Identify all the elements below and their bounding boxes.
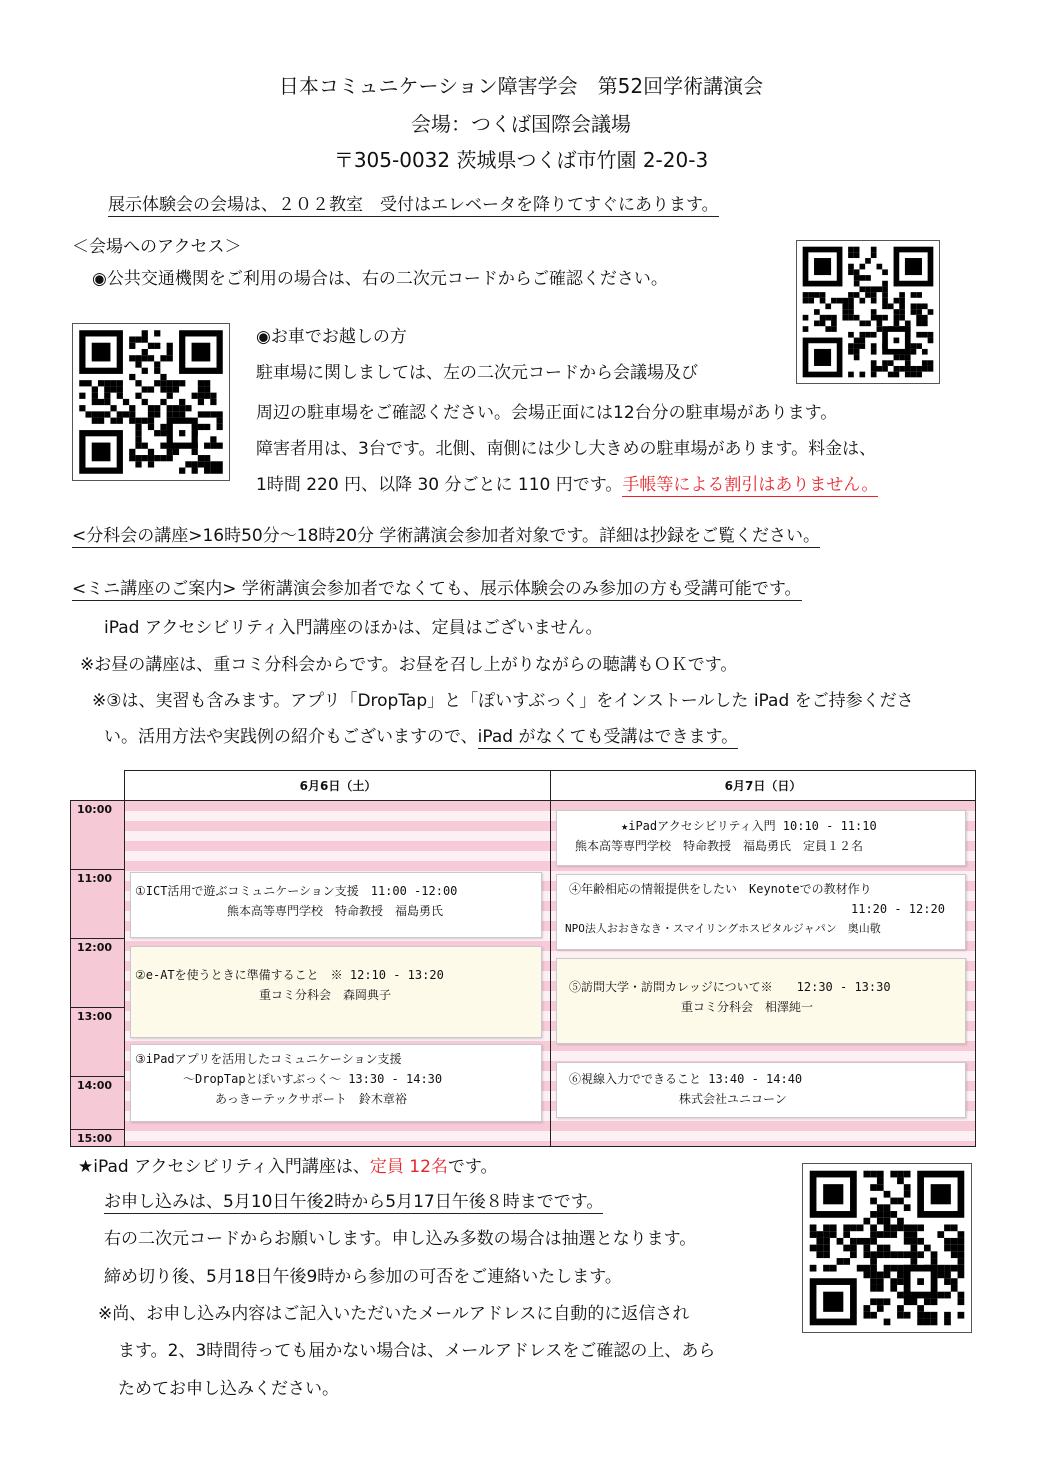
time-label: 11:00	[71, 869, 125, 885]
session-card-keynote	[556, 874, 966, 950]
application-note-2: 締め切り後、5月18日午後9時から参加の可否をご連絡いたします。	[104, 1267, 622, 1287]
session-card-ipad-app	[130, 1044, 542, 1122]
session-card-ict	[130, 872, 542, 938]
day2-header: 6月7日（日）	[550, 770, 976, 801]
event-title: 日本コミュニケーション障害学会 第52回学術講演会	[278, 74, 764, 98]
car-text-1: 駐車場に関しましては、左の二次元コードから会議場及び	[256, 363, 698, 383]
session-speaker: 熊本高等専門学校 特命教授 福島勇氏	[227, 904, 444, 918]
schedule-table	[70, 770, 976, 1145]
session-title: ②e-ATを使うときに準備すること ※ 12:10 - 13:20	[135, 968, 444, 982]
session-subtitle: ～DropTapとぽいすぶっく～ 13:30 - 14:30	[183, 1072, 443, 1086]
mini-session-heading: <ミニ講座のご案内> 学術講演会参加者でなくても、展示体験会のみ参加の方も受講可能です。	[72, 579, 802, 599]
time-column	[70, 800, 125, 1147]
capacity-note: 定員 12名	[369, 1157, 448, 1177]
mini-note-3: ※③は、実習も含みます。アプリ「DropTap」と「ぽいすぶっく」をインストールした iPad をご持参くださ	[92, 691, 914, 711]
session-title: ③iPadアプリを活用したコミュニケーション支援	[135, 1052, 402, 1066]
qr-code-parking-icon[interactable]	[72, 323, 230, 481]
exhibit-note: 展示体験会の会場は、２０２教室 受付はエレベータを降りてすぐにあります。	[108, 195, 719, 215]
car-heading: ◉お車でお越しの方	[256, 327, 407, 347]
mini-note-2: ※お昼の講座は、重コミ分科会からです。お昼を召し上がりながらの聴講もＯＫです。	[80, 655, 738, 675]
session-title: ★iPadアクセシビリティ入門 10:10 - 11:10	[621, 819, 877, 833]
application-period: お申し込みは、5月10日午後2時から5月17日午後８時までです。	[104, 1192, 604, 1212]
day1-header: 6月6日（土）	[124, 770, 552, 801]
mini-note-1: iPad アクセシビリティ入門講座のほかは、定員はございません。	[104, 618, 603, 638]
session-card-accessibility	[556, 810, 966, 866]
session-speaker: 重コミ分科会 相澤純一	[681, 1000, 814, 1014]
application-note-1: 右の二次元コードからお願いします。申し込み多数の場合は抽選となります。	[104, 1229, 697, 1249]
application-note-3: ※尚、お申し込み内容はご記入いただいたメールアドレスに自動的に返信され	[98, 1304, 690, 1324]
address: 〒305-0032 茨城県つくば市竹園 2-20-3	[333, 148, 709, 172]
venue: 会場：つくば国際会議場	[411, 112, 631, 136]
time-label: 15:00	[71, 1129, 125, 1145]
application-note-5: ためてお申し込みください。	[118, 1379, 339, 1399]
parking-fee: 1時間 220 円、以降 30 分ごとに 110 円です。	[256, 475, 623, 495]
session-speaker: NPO法人おおきなき・スマイリングホスピタルジャパン 奥山敬	[565, 922, 881, 935]
car-text-2: 周辺の駐車場をご確認ください。会場正面には12台分の駐車場があります。	[256, 403, 838, 423]
mini-note-4	[104, 722, 738, 747]
car-text-4	[256, 470, 878, 495]
application-heading-text: ★iPad アクセシビリティ入門講座は、	[78, 1157, 370, 1177]
session-speaker: あっきーテックサポート 鈴木章裕	[215, 1092, 407, 1106]
application-heading	[78, 1152, 498, 1177]
session-card-eat	[130, 946, 542, 1038]
car-text-3: 障害者用は、3台です。北側、南側には少し大きめの駐車場があります。料金は、	[256, 439, 877, 459]
transit-note: ◉公共交通機関をご利用の場合は、右の二次元コードからご確認ください。	[92, 269, 668, 289]
breakout-session-note: <分科会の講座>16時50分～18時20分 学術講演会参加者対象です。詳細は抄録をご覧ください。	[72, 526, 821, 546]
time-label: 10:00	[71, 800, 125, 816]
ipad-not-required-note: iPad がなくても受講はできます。	[477, 727, 739, 747]
session-time: 11:20 - 12:20	[851, 902, 945, 916]
session-title: ⑥視線入力でできること 13:40 - 14:40	[569, 1072, 803, 1086]
session-title: ④年齢相応の情報提供をしたい Keynoteでの教材作り	[569, 882, 872, 896]
no-discount-note: 手帳等による割引はありません。	[622, 475, 879, 495]
application-heading-end: です。	[447, 1157, 498, 1177]
access-heading: ＜会場へのアクセス＞	[72, 237, 242, 257]
mini-note-4-text: い。活用方法や実践例の紹介もございますので、	[104, 727, 478, 747]
session-speaker: 熊本高等専門学校 特命教授 福島勇氏 定員１２名	[575, 839, 864, 853]
session-speaker: 重コミ分科会 森岡典子	[259, 988, 392, 1002]
session-title: ⑤訪問大学・訪問カレッジについて※ 12:30 - 13:30	[569, 980, 891, 994]
time-label: 14:00	[71, 1076, 125, 1092]
session-card-eye-gaze	[556, 1062, 966, 1118]
session-speaker: 株式会社ユニコーン	[679, 1092, 787, 1106]
time-label: 12:00	[71, 938, 125, 954]
session-title: ①ICT活用で遊ぶコミュニケーション支援 11:00 -12:00	[135, 884, 458, 898]
qr-code-application-icon[interactable]	[802, 1163, 972, 1333]
qr-code-transit-icon[interactable]	[796, 240, 940, 384]
session-card-visiting-college	[556, 958, 966, 1044]
application-note-4: ます。2、3時間待っても届かない場合は、メールアドレスをご確認の上、あら	[118, 1341, 716, 1361]
time-label: 13:00	[71, 1007, 125, 1023]
